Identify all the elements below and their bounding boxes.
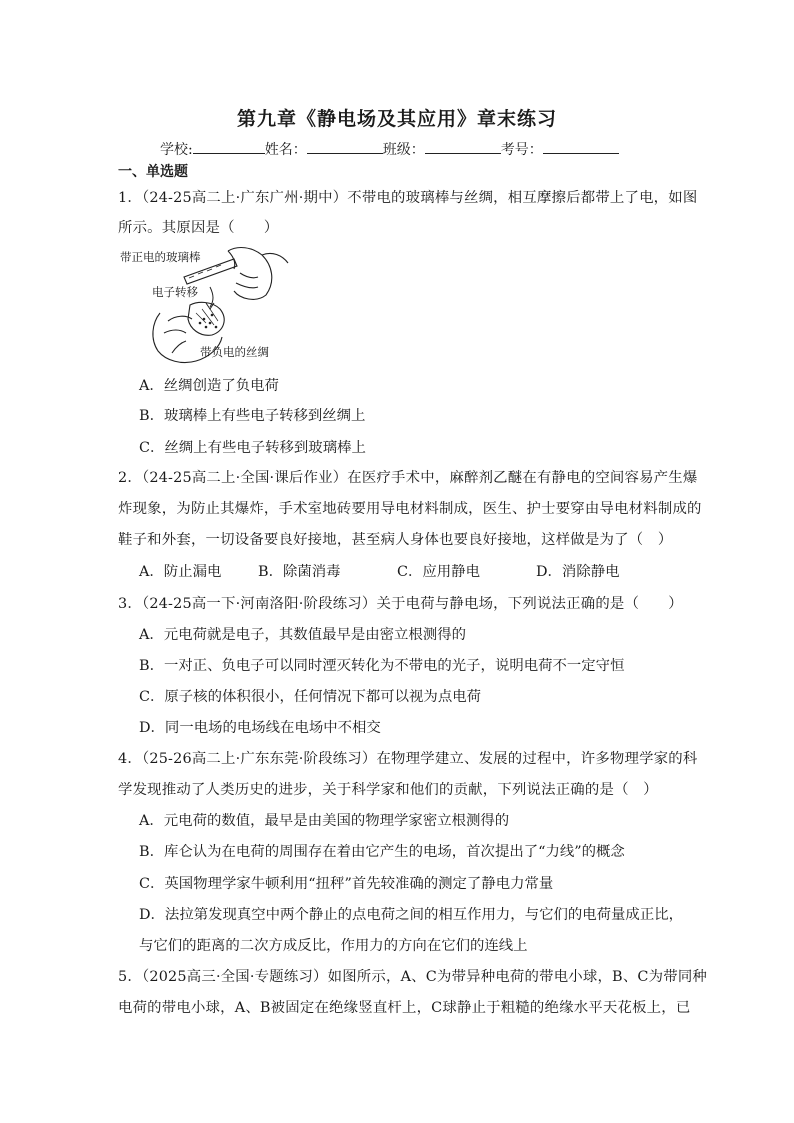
question-4-line-2: 学发现推动了人类历史的进步，关于科学家和他们的贡献，下列说法正确的是（ ）: [118, 782, 658, 798]
question-2-option-d[interactable]: D．消除静电: [536, 564, 620, 580]
exam-no-blank[interactable]: [543, 140, 619, 154]
school-label: 学校:: [160, 142, 193, 158]
student-info-line: [160, 139, 619, 159]
question-3-option-c[interactable]: C．原子核的体积很小，任何情况下都可以视为点电荷: [139, 689, 481, 705]
name-blank[interactable]: [307, 140, 383, 154]
question-2-option-c[interactable]: C．应用静电: [397, 564, 480, 580]
name-label: 姓名：: [264, 142, 307, 158]
section-heading: 一、单选题: [118, 164, 188, 180]
exam-no-label: 考号：: [500, 142, 543, 158]
question-4-option-b[interactable]: B．库仑认为在电荷的周围存在着由它产生的电场，首次提出了“力线”的概念: [139, 844, 625, 860]
question-2-option-b[interactable]: B．除菌消毒: [258, 564, 341, 580]
question-4-option-d-continued: 与它们的距离的二次方成反比，作用力的方向在它们的连线上: [139, 938, 528, 954]
class-blank[interactable]: [425, 140, 501, 154]
question-2-line-3: 鞋子和外套，一切设备要良好接地，甚至病人身体也要良好接地，这样做是为了（ ）: [118, 532, 673, 548]
question-4-option-d[interactable]: D．法拉第发现真空中两个静止的点电荷之间的相互作用力，与它们的电荷量成正比，: [139, 907, 683, 923]
question-1-option-b[interactable]: B．玻璃棒上有些电子转移到丝绸上: [139, 408, 366, 424]
question-3-option-d[interactable]: D．同一电场的电场线在电场中不相交: [139, 720, 381, 736]
question-1-option-a[interactable]: A．丝绸创造了负电荷: [139, 378, 279, 394]
question-3-line-1: 3．（24-25高一下·河南洛阳·阶段练习）关于电荷与静电场，下列说法正确的是（ ）: [118, 596, 683, 612]
friction-figure: [116, 243, 296, 368]
question-1-line-2: 所示。其原因是（ ）: [118, 220, 279, 236]
question-4-line-1: 4．（25-26高二上·广东东莞·阶段练习）在物理学建立、发展的过程中，许多物理学家的科: [118, 751, 698, 767]
question-1-line-1: 1．（24-25高二上·广东广州·期中）不带电的玻璃棒与丝绸，相互摩擦后都带上了电，如图: [118, 190, 698, 206]
page-title: 第九章《静电场及其应用》章末练习: [236, 108, 557, 130]
question-2-option-a[interactable]: A．防止漏电: [139, 564, 222, 580]
question-2-line-1: 2．（24-25高二上·全国·课后作业）在医疗手术中，麻醉剂乙醚在有静电的空间容易产生爆: [118, 470, 698, 486]
class-label: 班级：: [382, 142, 425, 158]
question-1-option-c[interactable]: C．丝绸上有些电子转移到玻璃棒上: [139, 440, 366, 456]
question-4-option-a[interactable]: A．元电荷的数值，最早是由美国的物理学家密立根测得的: [139, 813, 510, 829]
question-5-line-2: 电荷的带电小球，A、B被固定在绝缘竖直杆上，C球静止于粗糙的绝缘水平天花板上，已: [118, 1000, 691, 1016]
question-3-option-b[interactable]: B．一对正、负电子可以同时湮灭转化为不带电的光子，说明电荷不一定守恒: [139, 658, 625, 674]
school-blank[interactable]: [193, 140, 265, 154]
question-4-option-c[interactable]: C．英国物理学家牛顿利用“扭秤”首先较准确的测定了静电力常量: [139, 876, 554, 892]
label-electron-transfer: 电子转移: [152, 285, 198, 299]
question-5-line-1: 5．（2025高三·全国·专题练习）如图所示，A、C为带异种电荷的带电小球，B、C为带同种: [118, 969, 708, 985]
label-silk: 带负电的丝绸: [200, 345, 269, 359]
question-2-line-2: 炸现象，为防止其爆炸，手术室地砖要用导电材料制成，医生、护士要穿由导电材料制成的: [118, 501, 702, 517]
label-glass-rod: 带正电的玻璃棒: [120, 250, 201, 264]
question-3-option-a[interactable]: A．元电荷就是电子，其数值最早是由密立根测得的: [139, 627, 466, 643]
